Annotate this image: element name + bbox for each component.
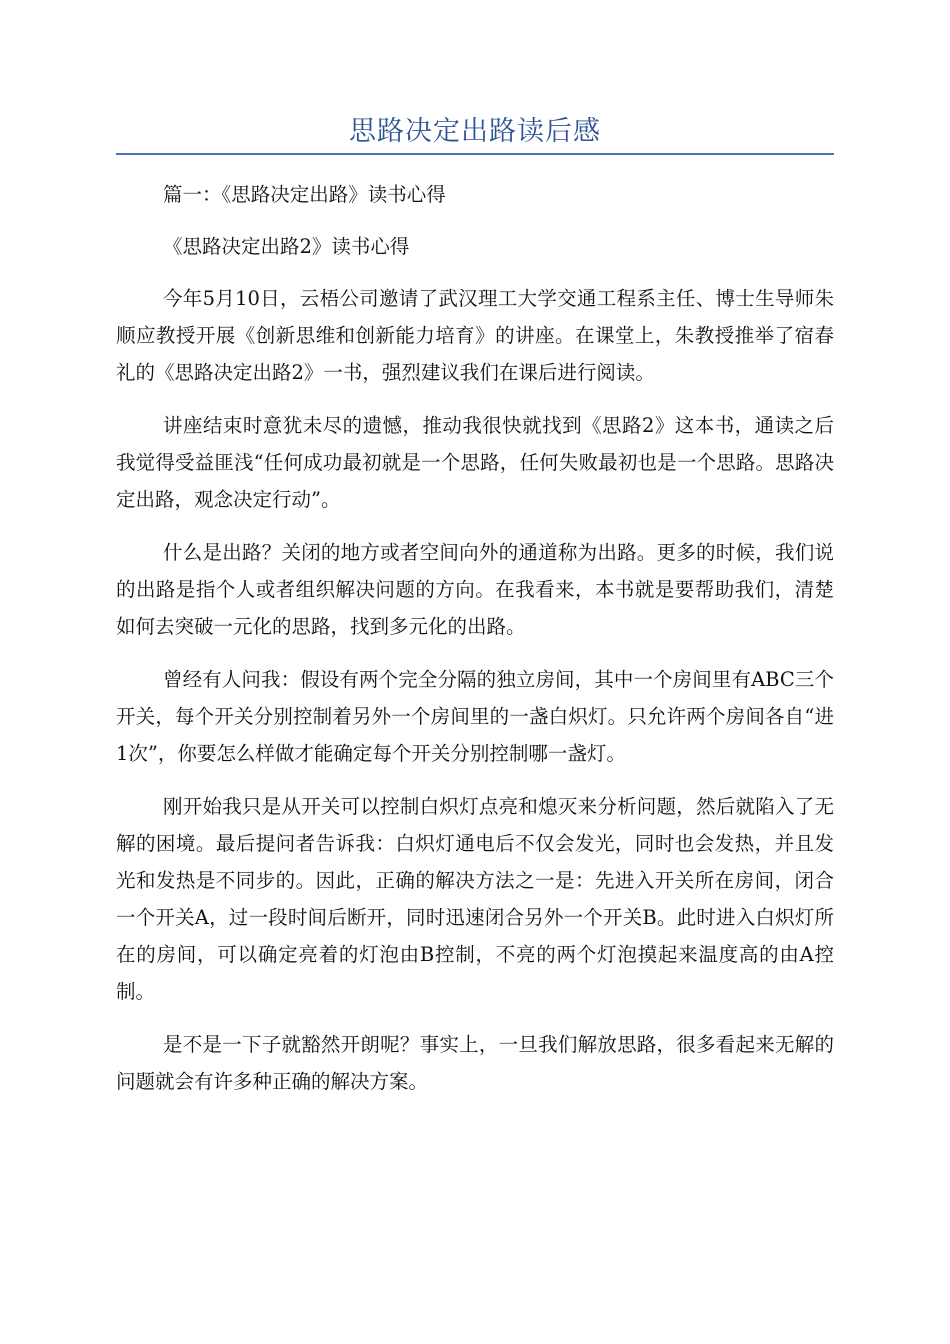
- body-paragraph: 刚开始我只是从开关可以控制白炽灯点亮和熄灭来分析问题，然后就陷入了无解的困境。最后提问者告诉我：白炽灯通电后不仅会发光，同时也会发热，并且发光和发热是不同步的。因此，正确的解决方法之一是：先进入开关所在房间，闭合一个开关A，过一段时间后断开，同时迅速闭合另外一个开关B。此时进入白炽灯所在的房间，可以确定亮着的灯泡由B控制，不亮的两个灯泡摸起来温度高的由A控制。: [116, 795, 834, 1003]
- document-body: [116, 176, 834, 1116]
- body-paragraph: 什么是出路？关闭的地方或者空间向外的通道称为出路。更多的时候，我们说的出路是指个人或者组织解决问题的方向。在我看来，本书就是要帮助我们，清楚如何去突破一元化的思路，找到多元化的出路。: [116, 541, 834, 638]
- title-underline: [116, 153, 834, 155]
- body-paragraph: 是不是一下子就豁然开朗呢？事实上，一旦我们解放思路，很多看起来无解的问题就会有许多种正确的解决方案。: [116, 1033, 834, 1093]
- document-title: 思路决定出路读后感: [349, 116, 601, 147]
- section-heading: 篇一：《思路决定出路》读书心得: [163, 183, 446, 206]
- body-paragraph: 讲座结束时意犹未尽的遗憾，推动我很快就找到《思路2》这本书，通读之后我觉得受益匪浅“任何成功最初就是一个思路，任何失败最初也是一个思路。思路决定出路，观念决定行动”。: [116, 414, 834, 511]
- body-paragraph: 今年5月10日，云梧公司邀请了武汉理工大学交通工程系主任、博士生导师朱顺应教授开展《创新思维和创新能力培育》的讲座。在课堂上，朱教授推举了宿春礼的《思路决定出路2》一书，强烈建议我们在课后进行阅读。: [116, 287, 834, 384]
- body-paragraph: 曾经有人问我：假设有两个完全分隔的独立房间，其中一个房间里有ABC三个开关，每个开关分别控制着另外一个房间里的一盏白炽灯。只允许两个房间各自“进1次”，你要怎么样做才能确定每个开关分别控制哪一盏灯。: [116, 668, 834, 765]
- subheading: 《思路决定出路2》读书心得: [163, 235, 410, 258]
